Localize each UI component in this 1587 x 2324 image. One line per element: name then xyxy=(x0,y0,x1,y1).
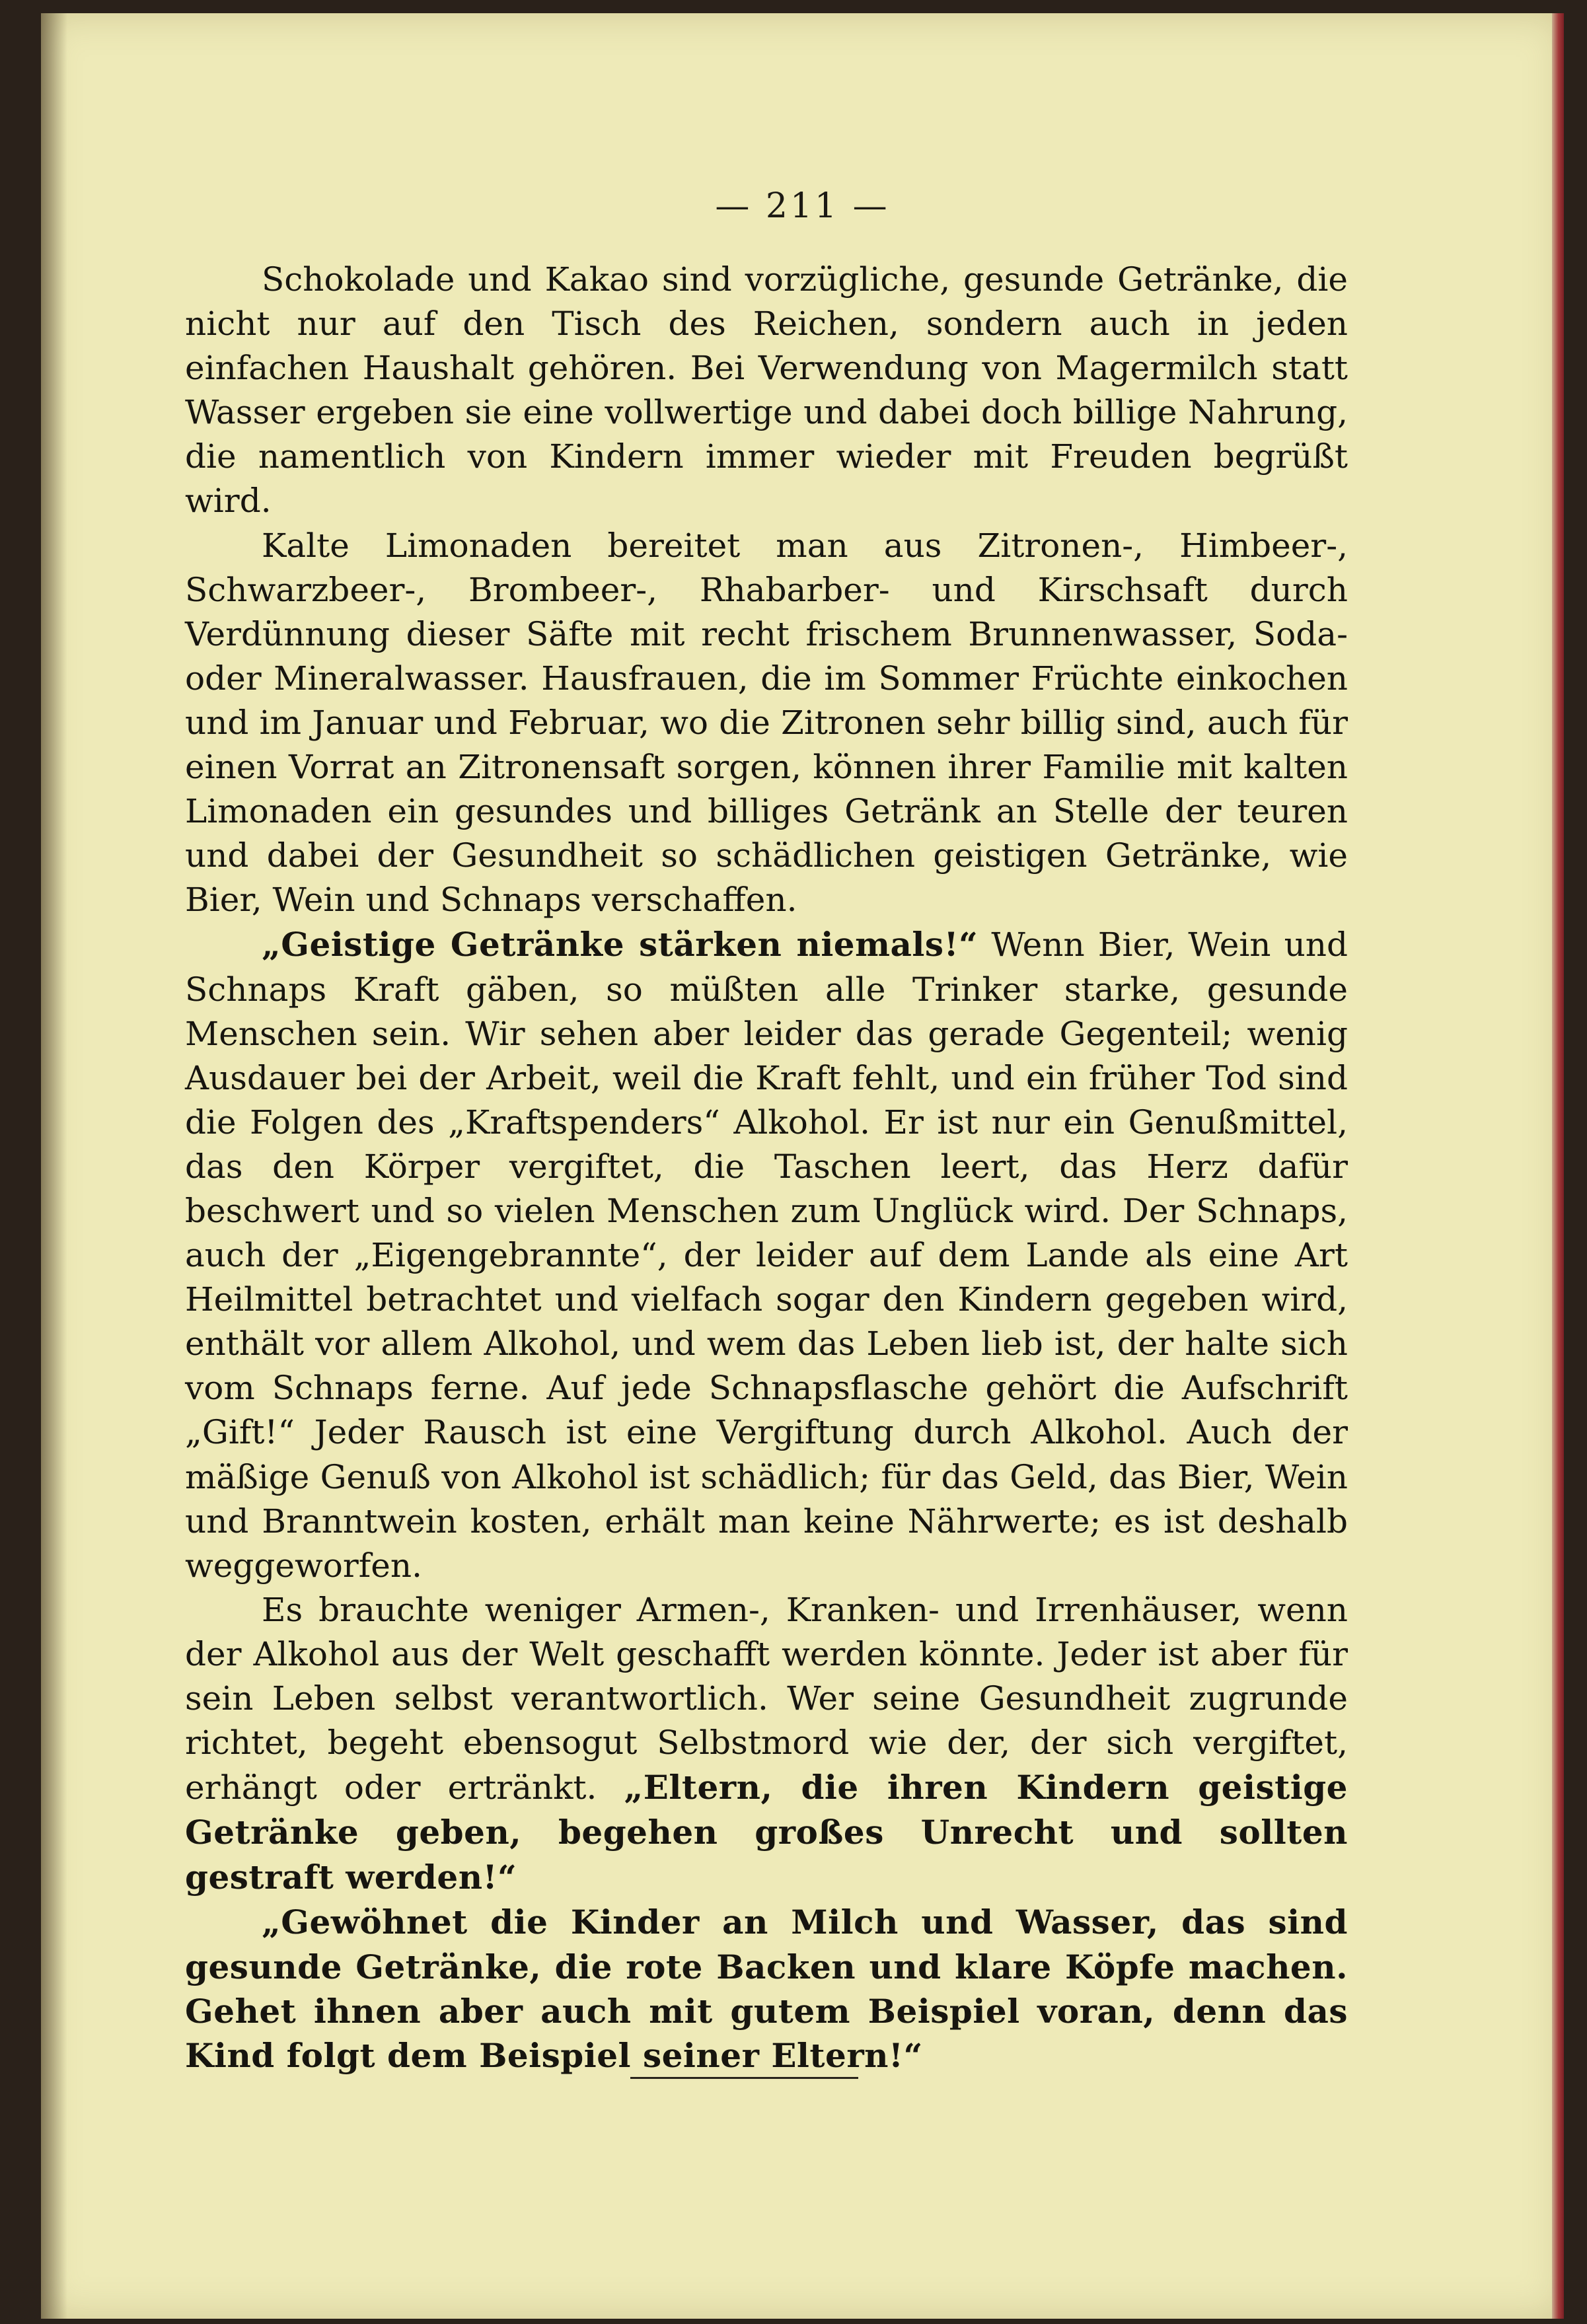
page-number: — 211 — xyxy=(715,186,890,226)
paragraph-closing xyxy=(185,1900,1348,2077)
end-rule xyxy=(630,2077,858,2079)
paragraph-chocolate xyxy=(185,258,1348,524)
paragraph-text: Wenn Bier, Wein und Schnaps Kraft gäben, so müßten alle Trinker starke, gesunde Menschen sein. Wir sehen aber leider das gerade Gegenteil; wenig Ausdauer bei der Arbeit, weil die Kraft fehlt, und ein früher Tod sind die Folgen des „Kraftspenders“ Alkohol. Er ist nur ein Genußmittel, das den Körper vergiftet, die Taschen leert, das Herz dafür beschwert und so vielen Menschen zum Unglück wird. Der Schnaps, auch der „Eigengebrannte“, der leider auf dem Lande als eine Art Heilmittel betrachtet und vielfach sogar den Kindern gegeben wird, enthält vor allem Alkohol, und wem das Leben lieb ist, der halte sich vom Schnaps ferne. Auf jede Schnapsflasche gehört die Aufschrift „Gift!“ Jeder Rausch ist eine Vergiftung durch Alkohol. Auch der mäßige Genuß von Alkohol ist schädlich; für das Geld, das Bier, Wein und Branntwein kosten, erhält man keine Nährwerte; es ist deshalb weggeworfen. xyxy=(185,926,1348,1585)
bold-quote: „Gewöhnet die Kinder an Milch und Wasser, das sind gesunde Getränke, die rote Backen und klare Köpfe machen. Gehet ihnen aber auch mit gutem Beispiel voran, denn das Kind folgt dem Beispiel seiner Eltern!“ xyxy=(185,1903,1348,2075)
paragraph-text: Kalte Limonaden bereitet man aus Zitronen-, Himbeer-, Schwarzbeer-, Brombeer-, Rhabarber- und Kirschsaft durch Verdünnung dieser Säfte mit recht frischem Brunnenwasser, Soda- oder Mineralwasser. Hausfrauen, die im Sommer Früchte einkochen und im Januar und Februar, wo die Zitronen sehr billig sind, auch für einen Vorrat an Zitronensaft sorgen, können ihrer Familie mit kalten Limonaden ein gesundes und billiges Getränk an Stelle der teuren und dabei der Gesundheit so schädlichen geistigen Getränke, wie Bier, Wein und Schnaps verschaffen. xyxy=(185,526,1348,920)
paragraph-lemonade xyxy=(185,524,1348,923)
paragraph-text: Es brauchte weniger Armen-, Kranken- und Irrenhäuser, wenn der Alkohol aus der Welt geschafft werden könnte. Jeder ist aber für sein Leben selbst verantwortlich. Wer seine Gesundheit zugrunde richtet, begeht ebensogut Selbstmord wie der, der sich vergiftet, erhängt oder ertränkt. xyxy=(185,1590,1348,1807)
page-edge xyxy=(1552,13,1564,2319)
paragraph-text: Schokolade und Kakao sind vorzügliche, gesunde Getränke, die nicht nur auf den Tisch des Reichen, sondern auch in jeden einfachen Haushalt gehören. Bei Verwendung von Magermilch statt Wasser ergeben sie eine vollwertige und dabei doch billige Nahrung, die namentlich von Kindern immer wieder mit Freuden begrüßt wird. xyxy=(185,260,1348,521)
bold-heading: „Geistige Getränke stärken niemals!“ xyxy=(262,925,978,964)
body-text xyxy=(185,258,1348,2078)
bold-quote: „Eltern, die ihren Kindern geistige Getränke geben, begehen großes Unrecht und sollten gestraft werden!“ xyxy=(185,1768,1348,1897)
book-page xyxy=(41,13,1564,2319)
paragraph-alcohol xyxy=(185,922,1348,1587)
paragraph-responsibility xyxy=(185,1588,1348,1901)
spine-shadow xyxy=(41,13,67,2319)
